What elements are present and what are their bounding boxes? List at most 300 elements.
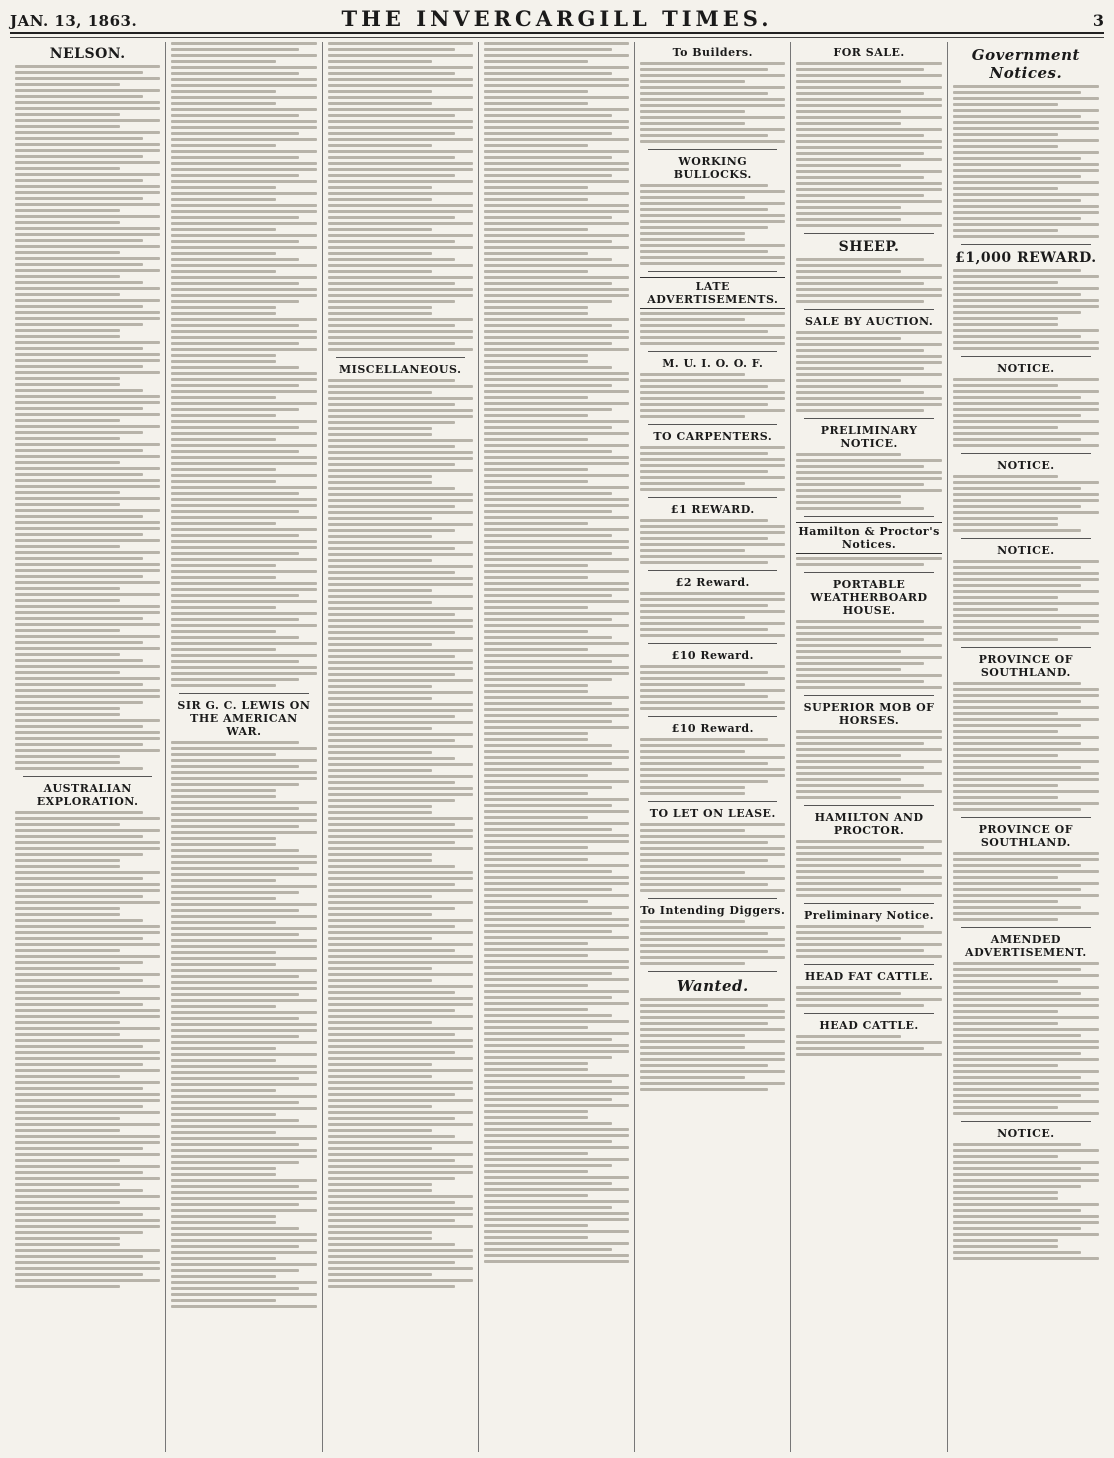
text-line-placeholder [484,654,629,657]
text-line-placeholder [640,774,785,777]
text-line-placeholder [640,324,785,327]
text-line-placeholder [953,1179,1099,1182]
article-heading: LATE ADVERTISEMENTS. [640,277,785,309]
text-line-placeholder [15,551,160,554]
text-line-placeholder [640,220,785,223]
illegible-body-text [953,85,1099,238]
text-line-placeholder [15,137,143,140]
text-line-placeholder [953,870,1099,873]
text-line-placeholder [171,1203,299,1206]
text-line-placeholder [328,817,473,820]
text-line-placeholder [15,907,120,910]
text-line-placeholder [953,187,1058,190]
text-line-placeholder [171,843,276,846]
text-line-placeholder [484,918,629,921]
text-line-placeholder [171,654,316,657]
text-line-placeholder [484,1038,612,1041]
text-line-placeholder [484,822,629,825]
text-line-placeholder [328,877,473,880]
article-block [796,1019,941,1056]
text-line-placeholder [484,612,629,615]
text-line-placeholder [171,84,316,87]
text-line-placeholder [328,673,456,676]
separator-rule [961,647,1091,648]
text-line-placeholder [328,228,433,231]
text-line-placeholder [171,228,276,231]
text-line-placeholder [796,349,924,352]
text-line-placeholder [484,342,612,345]
text-line-placeholder [328,643,433,646]
text-line-placeholder [640,665,785,668]
text-line-placeholder [171,546,316,549]
separator-rule [179,693,308,694]
text-line-placeholder [171,999,316,1002]
text-line-placeholder [171,42,316,45]
text-line-placeholder [328,1051,456,1054]
text-line-placeholder [796,998,941,1001]
text-line-placeholder [328,991,456,994]
text-line-placeholder [15,563,160,566]
text-line-placeholder [484,1212,629,1215]
text-line-placeholder [171,336,316,339]
text-line-placeholder [15,1021,120,1024]
text-line-placeholder [15,755,120,758]
text-line-placeholder [328,961,473,964]
text-line-placeholder [171,1047,276,1050]
text-line-placeholder [484,390,629,393]
article-heading: £1,000 REWARD. [955,250,1097,266]
text-line-placeholder [15,593,160,596]
text-line-placeholder [328,1135,456,1138]
article-block [796,578,941,689]
text-line-placeholder [953,1064,1058,1067]
text-line-placeholder [953,918,1058,921]
separator-rule [804,964,933,965]
text-line-placeholder [953,802,1099,805]
text-line-placeholder [171,945,316,948]
text-line-placeholder [171,879,276,882]
text-line-placeholder [328,144,433,147]
text-line-placeholder [640,944,785,947]
illegible-body-text [171,741,316,1308]
text-line-placeholder [640,744,785,747]
text-line-placeholder [328,1165,473,1168]
text-line-placeholder [328,775,473,778]
article-block [640,722,785,795]
text-line-placeholder [953,1040,1099,1043]
text-line-placeholder [953,980,1058,983]
text-line-placeholder [796,182,941,185]
text-line-placeholder [484,1050,629,1053]
text-line-placeholder [484,684,589,687]
text-line-placeholder [328,703,473,706]
article-heading: TO LET ON LEASE. [649,807,776,820]
text-line-placeholder [15,1159,120,1162]
text-line-placeholder [484,306,589,309]
text-line-placeholder [171,534,299,537]
text-line-placeholder [328,168,473,171]
text-line-placeholder [796,882,941,885]
text-line-placeholder [328,997,473,1000]
text-line-placeholder [15,871,160,874]
illegible-body-text [640,373,785,418]
text-line-placeholder [796,122,901,125]
text-line-placeholder [171,963,276,966]
text-line-placeholder [171,168,316,171]
text-line-placeholder [328,811,433,814]
article-block [640,977,785,1091]
text-line-placeholder [15,961,143,964]
text-line-placeholder [953,139,1099,142]
illegible-body-text [796,620,941,689]
text-line-placeholder [328,583,473,586]
text-line-placeholder [484,1104,629,1107]
text-line-placeholder [640,543,785,546]
text-line-placeholder [953,748,1099,751]
text-line-placeholder [15,1285,120,1288]
text-line-placeholder [15,167,120,170]
text-line-placeholder [171,831,316,834]
text-line-placeholder [171,1275,276,1278]
text-line-placeholder [15,269,160,272]
article-block [640,46,785,143]
text-line-placeholder [15,1093,160,1096]
text-line-placeholder [484,852,629,855]
illegible-body-text [953,560,1099,641]
text-line-placeholder [328,787,473,790]
text-line-placeholder [15,149,160,152]
text-line-placeholder [640,683,745,686]
text-line-placeholder [15,1177,160,1180]
separator-rule [648,271,777,272]
text-line-placeholder [328,721,473,724]
text-line-placeholder [328,72,456,75]
text-line-placeholder [328,757,456,760]
text-line-placeholder [796,668,901,671]
text-line-placeholder [640,525,785,528]
text-line-placeholder [484,1086,629,1089]
text-line-placeholder [484,1170,589,1173]
text-line-placeholder [171,204,316,207]
text-line-placeholder [171,1101,299,1104]
text-line-placeholder [640,470,768,473]
text-line-placeholder [484,474,629,477]
text-line-placeholder [640,835,785,838]
text-line-placeholder [953,1106,1058,1109]
article-heading: HEAD CATTLE. [819,1019,919,1032]
text-line-placeholder [640,1040,785,1043]
text-line-placeholder [953,784,1058,787]
article-heading: NELSON. [49,46,126,62]
text-line-placeholder [953,1100,1099,1103]
text-line-placeholder [328,463,456,466]
text-line-placeholder [796,489,941,492]
article-heading: Hamilton & Proctor's Notices. [796,522,941,554]
text-line-placeholder [171,777,316,780]
text-line-placeholder [484,48,612,51]
text-line-placeholder [328,505,456,508]
text-line-placeholder [328,1015,473,1018]
article-block [953,933,1099,1115]
separator-rule [961,244,1091,245]
text-line-placeholder [953,808,1082,811]
text-line-placeholder [328,685,433,688]
article-heading: NOTICE. [997,459,1055,472]
text-line-placeholder [953,475,1058,478]
text-line-placeholder [171,564,276,567]
text-line-placeholder [484,798,629,801]
text-line-placeholder [171,939,316,942]
text-line-placeholder [640,956,785,959]
text-line-placeholder [15,1273,143,1276]
text-line-placeholder [640,476,785,479]
text-line-placeholder [328,1195,473,1198]
article-heading: £1 REWARD. [670,503,755,516]
text-line-placeholder [484,1080,612,1083]
text-line-placeholder [328,1255,473,1258]
text-line-placeholder [15,515,143,518]
text-line-placeholder [171,240,299,243]
illegible-body-text [796,331,941,412]
text-line-placeholder [484,318,629,321]
text-line-placeholder [15,611,160,614]
text-line-placeholder [953,560,1099,563]
text-line-placeholder [15,1123,160,1126]
text-line-placeholder [484,714,629,717]
text-line-placeholder [15,245,160,248]
text-line-placeholder [328,1261,456,1264]
text-line-placeholder [484,648,589,651]
text-line-placeholder [640,140,785,143]
illegible-body-text [796,986,941,1007]
text-line-placeholder [171,849,299,852]
text-line-placeholder [484,630,589,633]
text-line-placeholder [171,1125,316,1128]
text-line-placeholder [953,305,1099,308]
text-line-placeholder [328,90,433,93]
text-line-placeholder [328,619,473,622]
text-line-placeholder [328,697,433,700]
text-line-placeholder [484,978,629,981]
text-line-placeholder [171,66,316,69]
text-line-placeholder [15,859,120,862]
text-line-placeholder [328,853,433,856]
text-line-placeholder [171,174,299,177]
text-line-placeholder [953,998,1099,1001]
text-line-placeholder [15,683,143,686]
text-line-placeholder [484,276,629,279]
text-line-placeholder [15,197,143,200]
text-line-placeholder [796,152,924,155]
text-line-placeholder [15,725,143,728]
text-line-placeholder [15,305,143,308]
text-line-placeholder [484,702,612,705]
text-line-placeholder [171,390,316,393]
text-line-placeholder [484,402,629,405]
text-line-placeholder [640,226,768,229]
text-line-placeholder [171,1137,316,1140]
text-line-placeholder [328,1225,473,1228]
text-line-placeholder [796,620,924,623]
text-line-placeholder [171,765,299,768]
text-line-placeholder [484,360,589,363]
text-line-placeholder [796,931,941,934]
text-line-placeholder [484,786,612,789]
text-line-placeholder [484,246,629,249]
text-line-placeholder [15,979,143,982]
text-line-placeholder [15,71,143,74]
text-line-placeholder [484,330,629,333]
text-line-placeholder [15,497,160,500]
text-line-placeholder [15,239,143,242]
text-line-placeholder [640,628,768,631]
text-line-placeholder [15,101,160,104]
text-line-placeholder [15,365,143,368]
text-line-placeholder [640,482,745,485]
text-line-placeholder [328,925,456,928]
separator-rule [648,801,777,802]
column-5 [635,42,791,1452]
text-line-placeholder [15,1117,120,1120]
text-line-placeholder [328,1057,473,1060]
illegible-body-text [796,453,941,510]
text-line-placeholder [328,571,456,574]
text-line-placeholder [15,389,143,392]
text-line-placeholder [171,618,299,621]
text-line-placeholder [484,1116,589,1119]
text-line-placeholder [484,732,589,735]
text-line-placeholder [171,951,276,954]
text-line-placeholder [484,1002,629,1005]
text-line-placeholder [953,293,1082,296]
text-line-placeholder [484,1242,629,1245]
text-line-placeholder [640,1022,768,1025]
text-line-placeholder [15,233,160,236]
text-line-placeholder [328,955,473,958]
text-line-placeholder [15,1081,160,1084]
text-line-placeholder [796,170,941,173]
page-number: 3 [1092,11,1104,30]
article-heading: NOTICE. [997,1127,1055,1140]
text-line-placeholder [328,288,473,291]
text-line-placeholder [484,762,612,765]
column-4 [479,42,635,1452]
illegible-body-text [953,269,1099,350]
text-line-placeholder [15,925,160,928]
text-line-placeholder [328,625,473,628]
text-line-placeholder [328,487,456,490]
text-line-placeholder [171,753,276,756]
text-line-placeholder [15,707,120,710]
text-line-placeholder [484,774,589,777]
text-line-placeholder [328,433,433,436]
text-line-placeholder [953,1022,1058,1025]
text-line-placeholder [171,252,276,255]
article-block [796,701,941,799]
text-line-placeholder [171,474,316,477]
text-line-placeholder [328,1027,473,1030]
article-block [328,363,473,1288]
illegible-body-text [640,519,785,564]
text-line-placeholder [171,246,316,249]
text-line-placeholder [328,1087,473,1090]
text-line-placeholder [796,164,901,167]
text-line-placeholder [484,312,589,315]
text-line-placeholder [171,795,276,798]
text-line-placeholder [640,932,768,935]
article-heading: NOTICE. [997,544,1055,557]
text-line-placeholder [796,176,924,179]
article-block [796,970,941,1007]
text-line-placeholder [953,133,1058,136]
text-line-placeholder [15,677,160,680]
text-line-placeholder [15,281,143,284]
text-line-placeholder [15,359,160,362]
text-line-placeholder [640,74,785,77]
text-line-placeholder [484,1098,612,1101]
text-line-placeholder [484,546,629,549]
text-line-placeholder [171,630,276,633]
text-line-placeholder [484,1110,589,1113]
illegible-body-text [953,378,1099,447]
text-line-placeholder [171,1077,299,1080]
text-line-placeholder [15,1279,160,1282]
text-line-placeholder [328,403,456,406]
text-line-placeholder [484,1074,629,1077]
text-line-placeholder [15,1135,160,1138]
text-line-placeholder [484,216,612,219]
text-line-placeholder [796,86,941,89]
text-line-placeholder [171,582,316,585]
text-line-placeholder [328,595,473,598]
article-block [15,782,160,1288]
text-line-placeholder [484,408,612,411]
text-line-placeholder [171,294,316,297]
separator-rule [804,1013,933,1014]
text-line-placeholder [328,282,456,285]
text-line-placeholder [953,347,1099,350]
text-line-placeholder [796,471,941,474]
text-line-placeholder [328,1267,473,1270]
text-line-placeholder [328,559,433,562]
text-line-placeholder [15,671,120,674]
text-line-placeholder [953,736,1099,739]
text-line-placeholder [796,361,941,364]
text-line-placeholder [953,724,1082,727]
text-line-placeholder [328,276,473,279]
text-line-placeholder [15,335,120,338]
text-line-placeholder [171,1119,299,1122]
text-line-placeholder [484,354,589,357]
text-line-placeholder [953,1112,1099,1115]
text-line-placeholder [328,769,433,772]
text-line-placeholder [640,385,768,388]
text-line-placeholder [328,1105,433,1108]
text-line-placeholder [484,336,629,339]
text-line-placeholder [484,864,629,867]
separator-rule [961,927,1091,928]
text-line-placeholder [328,523,473,526]
text-line-placeholder [953,772,1099,775]
text-line-placeholder [15,719,160,722]
text-line-placeholder [328,661,473,664]
text-line-placeholder [171,1107,316,1110]
text-line-placeholder [796,992,901,995]
text-line-placeholder [640,232,745,235]
text-line-placeholder [484,1146,629,1149]
text-line-placeholder [953,706,1099,709]
text-line-placeholder [484,582,629,585]
